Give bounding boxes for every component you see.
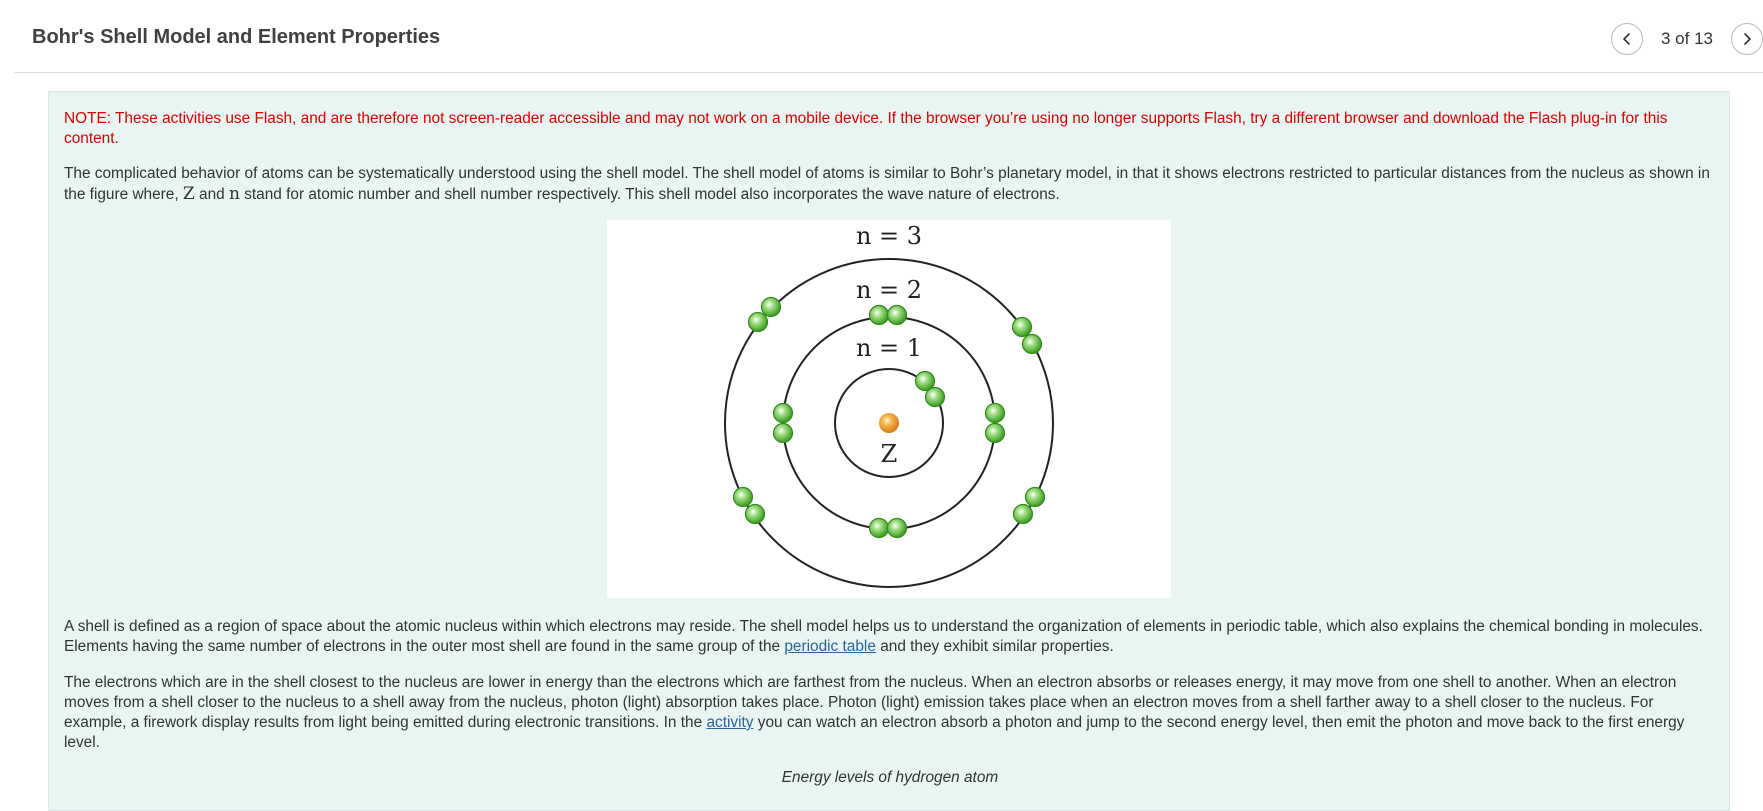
label-nucleus-z: Z [880, 440, 898, 468]
electron [749, 313, 768, 332]
para3-text-1: The electrons which are in the shell closest to the nucleus are lower in energy than the electrons which are farthest from the nucleus. When an electron absorbs or releases energy, it may move from one shell to another. When an electron moves from a shell closer to the nucleus to a shell away from the nucleus, photon (light) absorption takes place. Photon (light) emission takes place when an electron moves from a shell farther away to a shell closer to the nucleus. For example, a firework display results from light being emitted during electronic transitions. In the [64, 674, 1677, 731]
page-title: Bohr's Shell Model and Element Properties [32, 26, 441, 48]
page-indicator: 3 of 13 [1661, 29, 1713, 48]
electron [870, 519, 889, 538]
para2-text-1: A shell is defined as a region of space about the atomic nucleus within which electrons may reside. The shell model helps us to understand the organization of elements in periodic table, which also explains the chemical bonding in molecules. Elements having the same number of electrons in the outer most shell are found in the same group of the [64, 618, 1703, 655]
electron [926, 388, 945, 407]
electron [1013, 318, 1032, 337]
energy-paragraph [64, 673, 1716, 753]
shell-definition-paragraph [64, 617, 1716, 657]
intro-text-2: stand for atomic number and shell number respectively. This shell model also incorporates the wave nature of electrons. [239, 186, 1060, 203]
pagination [1611, 22, 1763, 56]
electron [774, 404, 793, 423]
bohr-shell-diagram [607, 220, 1171, 598]
electron [1014, 505, 1033, 524]
variable-z: Z [182, 184, 195, 204]
electron [888, 306, 907, 325]
electron [1023, 335, 1042, 354]
previous-page-button[interactable] [1611, 23, 1643, 55]
activity-link[interactable]: activity [706, 714, 754, 731]
flash-note: NOTE: These activities use Flash, and are therefore not screen-reader accessible and may not work on a mobile device. If the browser you’re using no longer supports Flash, try a different browser and download the Flash plug-in for this content. [64, 110, 1668, 147]
energy-levels-caption: Energy levels of hydrogen atom [781, 769, 999, 786]
page-header [14, 0, 1763, 73]
para2-text-2: and they exhibit similar properties. [875, 638, 1114, 655]
electron [986, 424, 1005, 443]
label-n3: n = 3 [855, 222, 923, 250]
intro-paragraph [64, 164, 1714, 205]
electron [774, 424, 793, 443]
intro-and: and [194, 186, 229, 203]
electron [986, 404, 1005, 423]
content-panel [48, 91, 1730, 811]
electron [870, 306, 889, 325]
electron [734, 488, 753, 507]
chevron-left-icon [1620, 32, 1634, 46]
electron [1026, 488, 1045, 507]
next-page-button[interactable] [1731, 23, 1763, 55]
periodic-table-link[interactable]: periodic table [784, 638, 876, 655]
label-n2: n = 2 [855, 276, 923, 304]
intro-text-1: The complicated behavior of atoms can be systematically understood using the shell model. The shell model of atoms is similar to Bohr’s planetary model, in that it shows electrons restricted to particular distances from the nucleus as shown in the figure where, [64, 165, 1710, 203]
nucleus [879, 413, 899, 433]
label-n1: n = 1 [855, 334, 923, 362]
electron [746, 505, 765, 524]
chevron-right-icon [1740, 32, 1754, 46]
electron [762, 298, 781, 317]
variable-n: n [228, 184, 240, 204]
para3-text-2: you can watch an electron absorb a photon and jump to the second energy level, then emit the photon and move back to the first energy level. [64, 714, 1685, 751]
electron [888, 519, 907, 538]
